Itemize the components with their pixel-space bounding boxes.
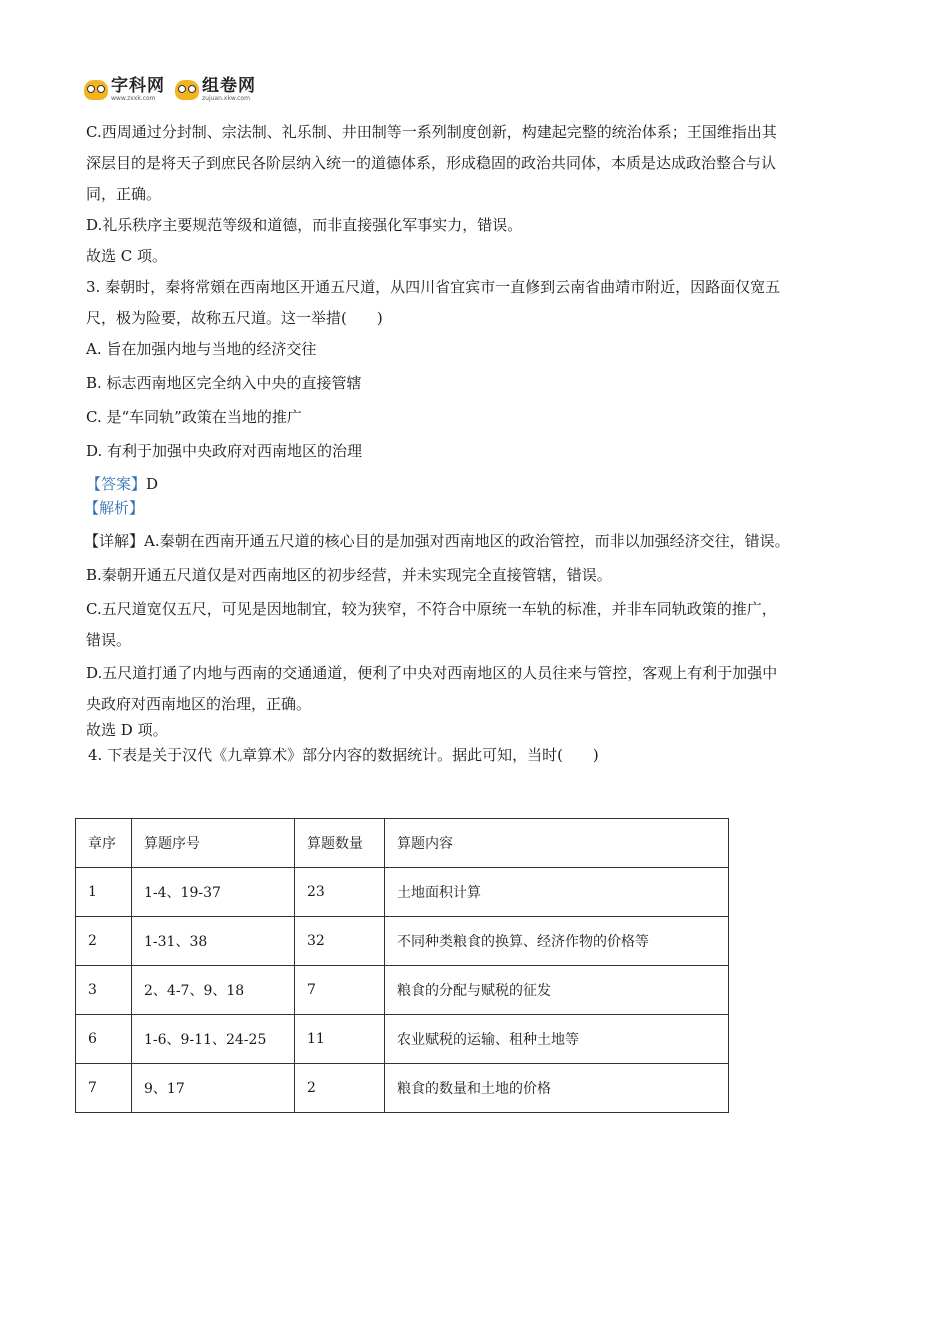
table-row: [76, 1064, 729, 1113]
owl-icon: [175, 80, 199, 100]
table-row: [76, 917, 729, 966]
document-body: [86, 122, 866, 766]
table-row: [76, 1015, 729, 1064]
table-cell: 6: [76, 1015, 132, 1064]
analysis-line: [84, 498, 866, 519]
detail-b: B.秦朝开通五尺道仅是对西南地区的初步经营，并未实现完全直接管辖，错误。: [86, 566, 612, 584]
table-header: 章序: [76, 819, 132, 868]
answer-value: D: [146, 475, 159, 493]
table-header-row: [76, 819, 729, 868]
logo-url: www.zxxk.com: [111, 95, 156, 102]
table-row: [76, 868, 729, 917]
table-cell: 3: [76, 966, 132, 1015]
analysis-tag: 【解析】: [84, 499, 145, 517]
option-d-explanation: D.礼乐秩序主要规范等级和道德，而非直接强化军事实力，错误。: [86, 216, 523, 234]
table-cell: 2: [76, 917, 132, 966]
logo-url: zujuan.xkw.com: [202, 95, 250, 102]
table-header: 算题数量: [295, 819, 385, 868]
choice-line: 故选 D 项。: [86, 721, 168, 739]
header-logos: [84, 78, 256, 102]
table-cell: 2、4-7、9、18: [132, 966, 295, 1015]
table-cell: 农业赋税的运输、租种土地等: [385, 1015, 729, 1064]
logo-title: 字科网: [111, 76, 165, 96]
table-cell: 9、17: [132, 1064, 295, 1113]
detail-a: 【详解】A.秦朝在西南开通五尺道的核心目的是加强对西南地区的政治管控，而非以加强经济交往，错误。: [84, 532, 790, 550]
option-b: B. 标志西南地区完全纳入中央的直接管辖: [86, 374, 362, 392]
table-cell: 粮食的分配与赋税的征发: [385, 966, 729, 1015]
table-cell: 1: [76, 868, 132, 917]
question-stem: 尺，极为险要，故称五尺道。这一举措( ): [86, 309, 383, 327]
table-cell: 11: [295, 1015, 385, 1064]
choice-line: 故选 C 项。: [86, 247, 168, 265]
answer-tag: 【答案】: [86, 475, 147, 493]
table-row: [76, 966, 729, 1015]
detail-c: C.五尺道宽仅五尺，可见是因地制宜，较为狭窄，不符合中原统一车轨的标准，并非车同轨政策的推广，: [86, 600, 777, 618]
option-c-explanation: 深层目的是将天子到庶民各阶层纳入统一的道德体系，形成稳固的政治共同体，本质是达成政治整合与认: [86, 154, 777, 172]
logo-title: 组卷网: [202, 76, 256, 96]
question-stem: 4. 下表是关于汉代《九章算术》部分内容的数据统计。据此可知，当时( ): [88, 746, 599, 764]
table-header: 算题序号: [132, 819, 295, 868]
table-cell: 1-4、19-37: [132, 868, 295, 917]
question-stem: 3. 秦朝时，秦将常頞在西南地区开通五尺道，从四川省宜宾市一直修到云南省曲靖市附近，因路面仅宽五: [86, 278, 781, 296]
table-cell: 不同种类粮食的换算、经济作物的价格等: [385, 917, 729, 966]
table-cell: 7: [76, 1064, 132, 1113]
option-c-explanation: C.西周通过分封制、宗法制、礼乐制、井田制等一系列制度创新，构建起完整的统治体系；王国维指出其: [86, 123, 777, 141]
option-a: A. 旨在加强内地与当地的经济交往: [86, 340, 317, 358]
data-table: [75, 818, 729, 1113]
owl-icon: [84, 80, 108, 100]
table-cell: 1-6、9-11、24-25: [132, 1015, 295, 1064]
table-cell: 32: [295, 917, 385, 966]
table-cell: 2: [295, 1064, 385, 1113]
detail-tag: 【详解】: [84, 532, 145, 550]
detail-d: D.五尺道打通了内地与西南的交通通道，便利了中央对西南地区的人员往来与管控，客观上有利于加强中: [86, 664, 778, 682]
table-cell: 7: [295, 966, 385, 1015]
table-cell: 粮食的数量和土地的价格: [385, 1064, 729, 1113]
option-d: D. 有利于加强中央政府对西南地区的治理: [86, 442, 363, 460]
zujuan-logo[interactable]: [175, 78, 256, 102]
zxxk-logo[interactable]: [84, 78, 165, 102]
table-cell: 土地面积计算: [385, 868, 729, 917]
table-cell: 1-31、38: [132, 917, 295, 966]
detail-c: 错误。: [86, 631, 132, 649]
option-c: C. 是“车同轨”政策在当地的推广: [86, 408, 302, 426]
option-c-explanation: 同，正确。: [86, 185, 162, 203]
table-cell: 23: [295, 868, 385, 917]
answer-line: [86, 474, 866, 495]
table-header: 算题内容: [385, 819, 729, 868]
detail-d: 央政府对西南地区的治理，正确。: [86, 695, 312, 713]
